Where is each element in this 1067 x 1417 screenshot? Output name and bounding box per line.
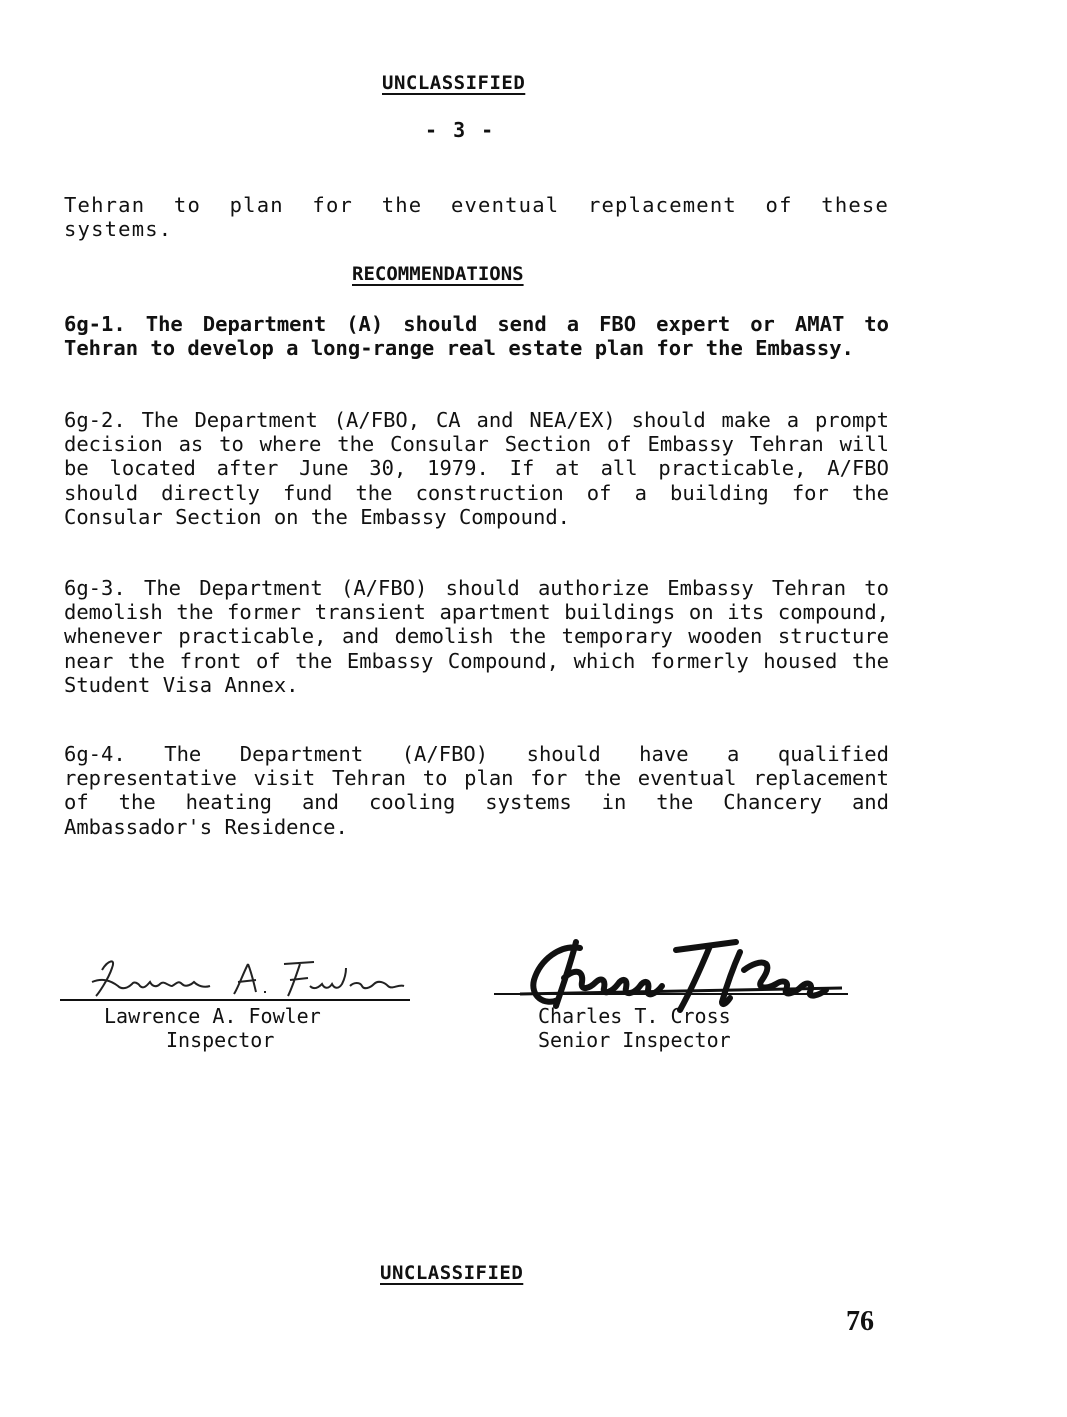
recommendation-6g-2: 6g-2. The Department (A/FBO, CA and NEA/EX) should make a prompt decision as to where the Consular Section of Embassy Tehran will be located after June 30, 1979. If at all practicable, A/FBO should directly fund the construction of a building for the Consular Section on the Embassy Compound. bbox=[64, 408, 889, 529]
signatory-fowler bbox=[104, 1004, 321, 1052]
signature-line-cross bbox=[494, 993, 848, 995]
recommendation-6g-4: 6g-4. The Department (A/FBO) should have a qualified representative visit Tehran to plan for the eventual replacement of the heating and cooling systems in the Chancery and Ambassador's Residence. bbox=[64, 742, 889, 839]
signatory-title: Senior Inspector bbox=[538, 1028, 731, 1052]
signature-fowler bbox=[88, 950, 408, 1002]
classification-footer: UNCLASSIFIED bbox=[380, 1262, 524, 1284]
folio-number: 76 bbox=[846, 1306, 874, 1337]
classification-header: UNCLASSIFIED bbox=[382, 72, 526, 94]
recommendation-6g-1: 6g-1. The Department (A) should send a FBO expert or AMAT to Tehran to develop a long-range real estate plan for the Embassy. bbox=[64, 312, 889, 361]
signatory-name: Lawrence A. Fowler bbox=[104, 1004, 321, 1028]
intro-paragraph: Tehran to plan for the eventual replacement of these systems. bbox=[64, 193, 889, 242]
recommendation-6g-3: 6g-3. The Department (A/FBO) should authorize Embassy Tehran to demolish the former transient apartment buildings on its compound, whenever practicable, and demolish the temporary wooden structure near the front of the Embassy Compound, which formerly housed the Student Visa Annex. bbox=[64, 576, 889, 697]
signature-line-fowler bbox=[60, 999, 410, 1001]
signatory-cross bbox=[538, 1004, 731, 1052]
recommendations-heading: RECOMMENDATIONS bbox=[352, 263, 524, 285]
signatory-name: Charles T. Cross bbox=[538, 1004, 731, 1028]
signatory-title: Inspector bbox=[166, 1028, 275, 1052]
page-label: - 3 - bbox=[425, 118, 496, 142]
